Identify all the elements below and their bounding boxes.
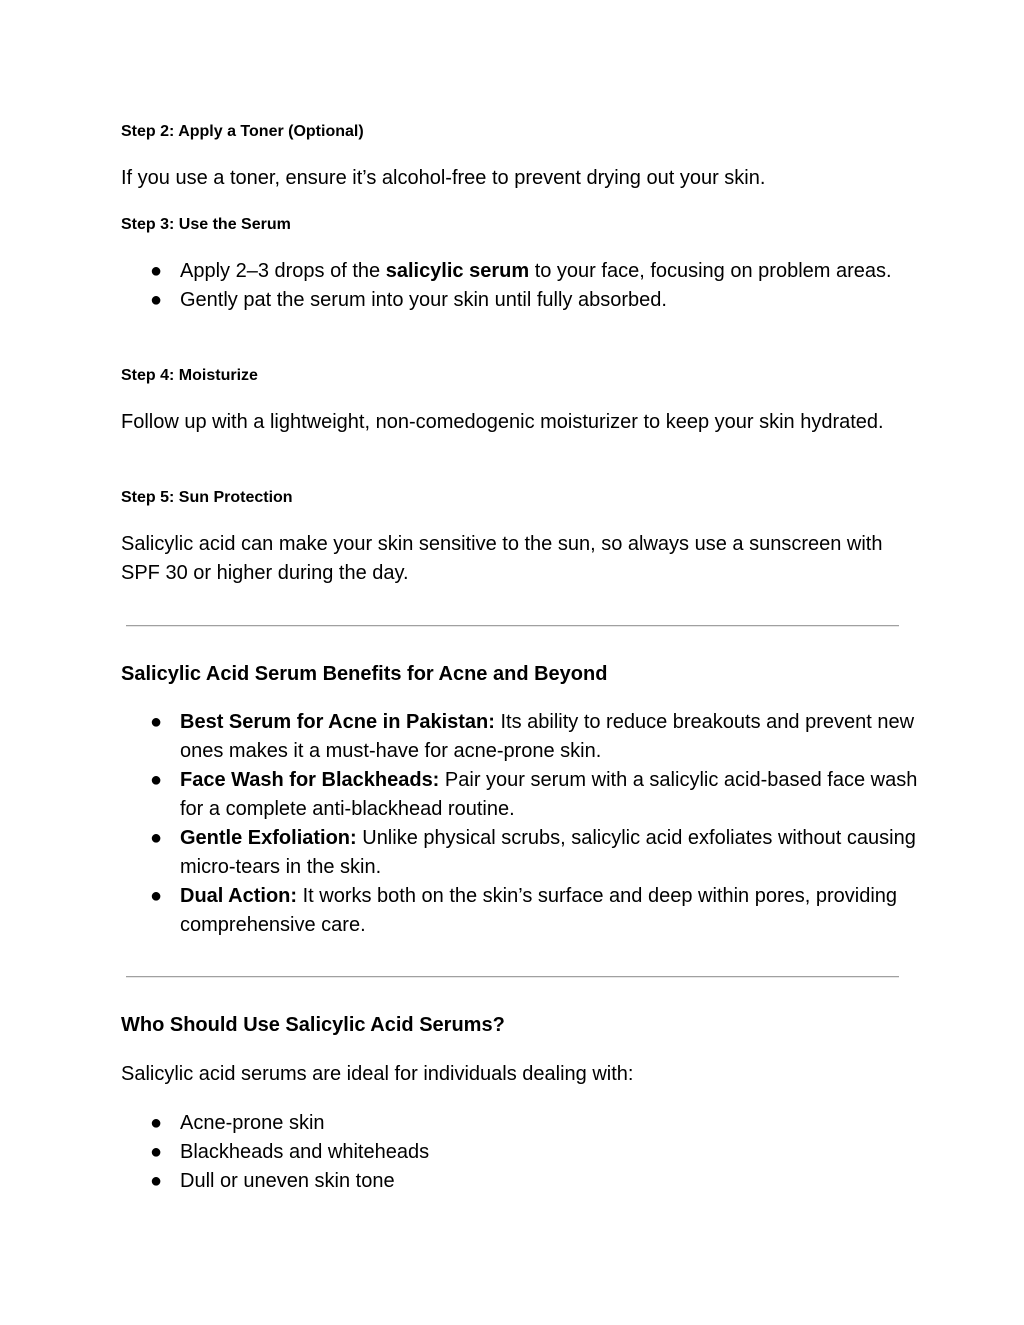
step-2-text: If you use a toner, ensure it’s alcohol-free to prevent drying out your skin. — [121, 167, 766, 189]
bullet-icon: ● — [150, 711, 163, 733]
list-item: ● Dual Action: It works both on the skin’s surface and deep within pores, providing comprehensive care. — [150, 882, 920, 940]
who-intro: Salicylic acid serums are ideal for individuals dealing with: — [121, 1063, 634, 1085]
bullet-icon: ● — [150, 827, 163, 849]
step-3-list — [150, 257, 920, 315]
bullet-icon: ● — [150, 885, 163, 907]
list-item: ● Face Wash for Blackheads: Pair your serum with a salicylic acid-based face wash for a complete anti-blackhead routine. — [150, 766, 920, 824]
bullet-icon: ● — [150, 1112, 163, 1134]
list-item: ● Gently pat the serum into your skin until fully absorbed. — [150, 286, 920, 315]
bullet-icon: ● — [150, 769, 163, 791]
divider — [126, 976, 899, 978]
list-item: ● Best Serum for Acne in Pakistan: Its ability to reduce breakouts and prevent new ones makes it a must-have for acne-prone skin. — [150, 708, 920, 766]
list-item: ● Blackheads and whiteheads — [150, 1138, 920, 1167]
step-4-heading: Step 4: Moisturize — [121, 367, 258, 384]
step-2-heading: Step 2: Apply a Toner (Optional) — [121, 123, 364, 140]
bullet-icon: ● — [150, 260, 163, 282]
who-heading: Who Should Use Salicylic Acid Serums? — [121, 1014, 505, 1036]
step-4-text: Follow up with a lightweight, non-comedogenic moisturizer to keep your skin hydrated. — [121, 411, 884, 433]
step-3-heading: Step 3: Use the Serum — [121, 216, 291, 233]
list-item: ● Apply 2–3 drops of the salicylic serum to your face, focusing on problem areas. — [150, 257, 920, 286]
benefits-list — [150, 708, 920, 940]
bullet-icon: ● — [150, 1141, 163, 1163]
bullet-icon: ● — [150, 1170, 163, 1192]
divider — [126, 625, 899, 627]
list-item: ● Dull or uneven skin tone — [150, 1167, 920, 1196]
who-list — [150, 1109, 920, 1196]
bullet-icon: ● — [150, 289, 163, 311]
step-5-text: Salicylic acid can make your skin sensitive to the sun, so always use a sunscreen with SPF 30 or higher during the day. — [121, 533, 883, 584]
step-5-heading: Step 5: Sun Protection — [121, 489, 293, 506]
benefits-heading: Salicylic Acid Serum Benefits for Acne and Beyond — [121, 663, 608, 685]
list-item: ● Acne-prone skin — [150, 1109, 920, 1138]
list-item: ● Gentle Exfoliation: Unlike physical scrubs, salicylic acid exfoliates without causing micro-tears in the skin. — [150, 824, 920, 882]
